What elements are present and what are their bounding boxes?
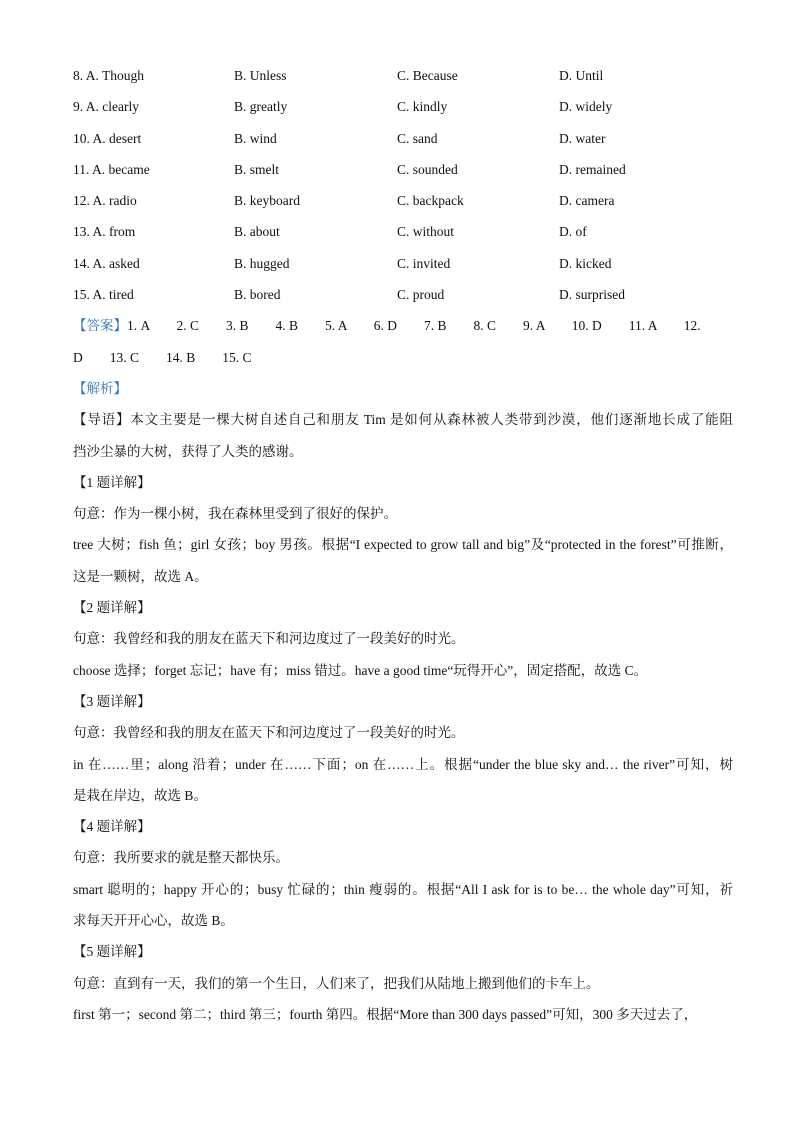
analysis-line: 【4 题详解】: [73, 819, 151, 835]
option-choice: C. kindly: [397, 99, 448, 115]
option-row: [73, 254, 733, 285]
analysis-line: 【1 题详解】: [73, 474, 151, 490]
analysis-line: 求每天开开心心，故选 B。: [73, 913, 234, 929]
analysis-line: 【3 题详解】: [73, 693, 151, 709]
option-choice: D. water: [559, 130, 606, 146]
answer-label: 【答案】: [73, 318, 127, 334]
answer-row-continued: [73, 348, 733, 379]
option-row: [73, 66, 733, 97]
option-choice: C. invited: [397, 255, 451, 271]
analysis-label: 【解析】: [73, 380, 127, 396]
analysis-line: 句意：我曾经和我的朋友在蓝天下和河边度过了一段美好的时光。: [73, 725, 465, 741]
option-row: [73, 160, 733, 191]
analysis-line: choose 选择；forget 忘记；have 有；miss 错过。have a good time“玩得开心”，固定搭配，故选 C。: [73, 662, 648, 678]
analysis-line: 句意：作为一棵小树，我在森林里受到了很好的保护。: [73, 506, 397, 522]
analysis-line: 【导语】本文主要是一棵大树自述自己和朋友 Tim 是如何从森林被人类带到沙漠，他们逐渐地长成了能阻: [73, 412, 733, 428]
analysis-line: in 在……里；along 沿着；under 在……下面；on 在……上。根据“under the blue sky and… the river”可知，树: [73, 756, 733, 772]
option-row: [73, 97, 733, 128]
option-choice: B. wind: [234, 130, 277, 146]
analysis-line: 句意：我曾经和我的朋友在蓝天下和河边度过了一段美好的时光。: [73, 631, 465, 647]
option-choice: C. without: [397, 224, 455, 240]
option-choice: 8. A. Though: [73, 68, 145, 83]
analysis-line: first 第一；second 第二；third 第三；fourth 第四。根据“More than 300 days passed”可知，300 多天过去了，: [73, 1006, 698, 1022]
analysis-line: 是栽在岸边，故选 B。: [73, 787, 207, 803]
analysis-line: 【2 题详解】: [73, 600, 151, 616]
option-choice: D. surprised: [559, 287, 625, 303]
option-choice: 9. A. clearly: [73, 99, 139, 115]
option-choice: B. bored: [234, 287, 281, 303]
option-choice: D. camera: [559, 193, 615, 209]
option-choice: D. of: [559, 224, 587, 240]
analysis-line: 这是一颗树，故选 A。: [73, 568, 208, 584]
option-choice: D. widely: [559, 99, 613, 115]
option-choice: C. sand: [397, 130, 438, 146]
option-choice: B. hugged: [234, 255, 290, 271]
option-row: [73, 129, 733, 160]
option-choice: C. proud: [397, 287, 445, 303]
analysis-line: smart 聪明的；happy 开心的；busy 忙碌的；thin 瘦弱的。根据“All I ask for is to be… the whole day”可知，祈: [73, 881, 733, 897]
option-choice: 14. A. asked: [73, 255, 140, 271]
option-choice: 12. A. radio: [73, 193, 137, 209]
option-choice: 13. A. from: [73, 224, 136, 240]
option-row: [73, 285, 733, 316]
option-choice: B. about: [234, 224, 280, 240]
option-choice: D. Until: [559, 68, 604, 83]
analysis-line: 句意：直到有一天，我们的第一个生日，人们来了，把我们从陆地上搬到他们的卡车上。: [73, 975, 600, 991]
document-page: [73, 66, 733, 1036]
option-choice: C. Because: [397, 68, 458, 83]
answer-row: [73, 316, 733, 347]
analysis-line: 【5 题详解】: [73, 944, 151, 960]
option-choice: C. backpack: [397, 193, 464, 209]
option-choice: B. Unless: [234, 68, 287, 83]
option-choice: C. sounded: [397, 161, 458, 177]
option-row: [73, 191, 733, 222]
option-choice: B. smelt: [234, 161, 280, 177]
option-choice: B. greatly: [234, 99, 288, 115]
option-choice: 10. A. desert: [73, 130, 142, 146]
option-choice: 15. A. tired: [73, 287, 134, 303]
option-choice: D. remained: [559, 161, 626, 177]
answers-text: 1. A 2. C 3. B 4. B 5. A 6. D 7. B 8. C 9. A 10. D 11. A 12.: [127, 318, 701, 334]
analysis-line: tree 大树；fish 鱼；girl 女孩；boy 男孩。根据“I expected to grow tall and big”及“protected in the forest”可推断，: [73, 537, 733, 553]
option-choice: 11. A. became: [73, 161, 150, 177]
analysis-line: 挡沙尘暴的大树，获得了人类的感谢。: [73, 443, 303, 459]
option-choice: D. kicked: [559, 255, 612, 271]
option-row: [73, 222, 733, 253]
option-choice: B. keyboard: [234, 193, 300, 209]
analysis-line: 句意：我所要求的就是整天都快乐。: [73, 850, 289, 866]
answers-text: D 13. C 14. B 15. C: [73, 349, 252, 365]
